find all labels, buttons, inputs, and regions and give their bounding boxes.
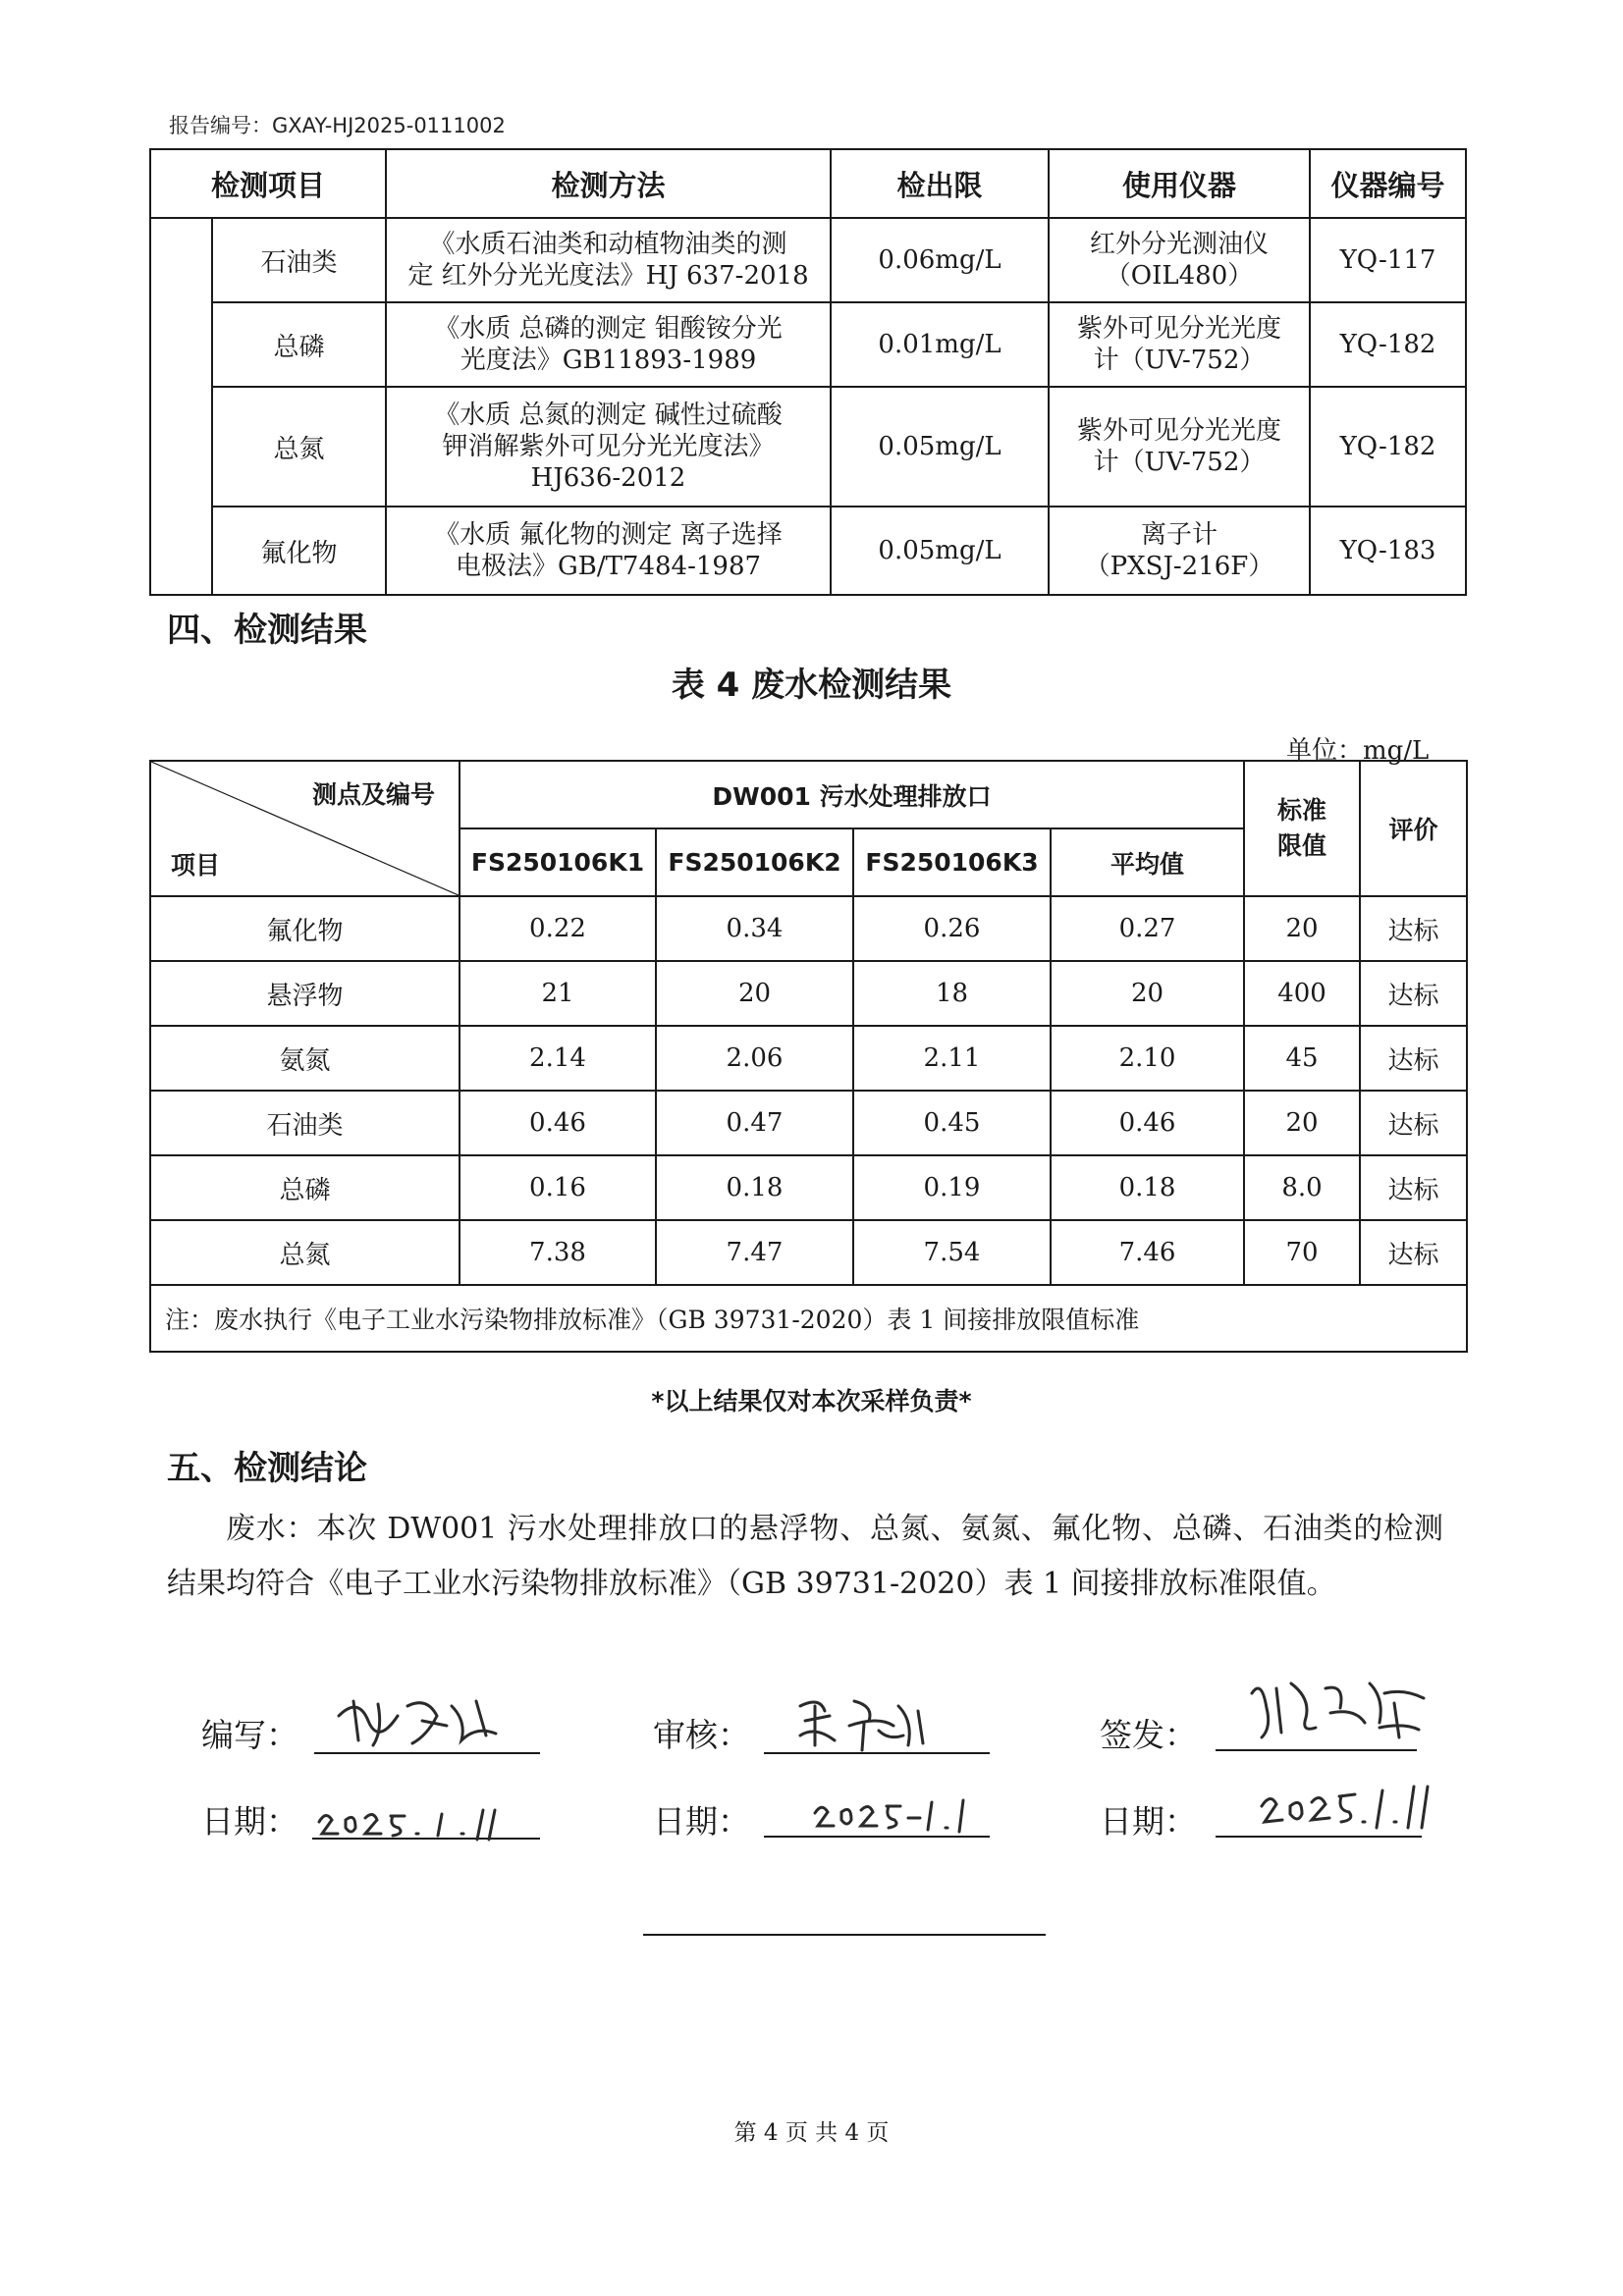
instrument: 离子计 （PXSJ-216F） [1049,507,1310,595]
result-limit: 20 [1244,896,1360,961]
detection-limit: 0.05mg/L [831,507,1049,595]
prepared-date-label: 日期： [201,1802,298,1841]
method-item: 总磷 [212,302,386,387]
result-value: 21 [460,961,656,1026]
result-limit: 400 [1244,961,1360,1026]
result-average: 0.18 [1051,1155,1244,1220]
prepared-label: 编写： [201,1716,298,1754]
approved-date-handwriting [1257,1779,1443,1838]
results-header-row [150,761,1467,828]
instrument-no: YQ-183 [1310,507,1466,595]
approved-label: 签发： [1100,1716,1197,1754]
result-limit: 20 [1244,1091,1360,1155]
result-average: 2.10 [1051,1026,1244,1091]
method-text: 《水质 总氮的测定 碱性过硫酸 钾消解紫外可见分光光度法》 HJ636-2012 [386,387,831,507]
result-item: 石油类 [150,1091,460,1155]
col-header-limit: 检出限 [831,149,1049,218]
result-limit: 45 [1244,1026,1360,1091]
result-average: 0.27 [1051,896,1244,961]
reviewed-date-handwriting [810,1789,987,1838]
sample-header: FS250106K2 [656,828,853,896]
result-value: 2.14 [460,1026,656,1091]
result-value: 0.45 [853,1091,1051,1155]
col-header-item: 检测项目 [150,149,386,218]
table-row [150,961,1467,1026]
detection-limit: 0.05mg/L [831,387,1049,507]
instrument: 紫外可见分光光度 计（UV-752） [1049,302,1310,387]
diagonal-header-cell [150,761,460,896]
page-number: 第 4 页 共 4 页 [733,2120,890,2146]
reviewed-date-label: 日期： [653,1802,750,1841]
result-evaluation: 达标 [1360,896,1467,961]
result-average: 7.46 [1051,1220,1244,1285]
prepared-date-handwriting [314,1792,511,1842]
sampling-point-header: DW001 污水处理排放口 [460,761,1244,828]
table4-title: 表 4 废水检测结果 [671,666,952,705]
corner-bottom-label: 项目 [171,851,221,880]
result-item: 氨氮 [150,1026,460,1091]
methods-header-row [150,149,1466,218]
result-average: 20 [1051,961,1244,1026]
methods-row [150,218,1466,302]
col-header-method: 检测方法 [386,149,831,218]
method-text: 《水质 氟化物的测定 离子选择 电极法》GB/T7484-1987 [386,507,831,595]
instrument-no: YQ-182 [1310,302,1466,387]
result-value: 0.34 [656,896,853,961]
approved-signature [1237,1669,1434,1747]
section5-heading: 五、检测结论 [167,1449,367,1488]
table-row [150,896,1467,961]
result-value: 2.06 [656,1026,853,1091]
sample-header: FS250106K3 [853,828,1051,896]
unit-label: 单位：mg/L [1286,736,1430,766]
std-limit-header: 标准 限值 [1244,761,1360,896]
reviewed-signature [785,1686,952,1755]
table-row [150,1026,1467,1091]
result-value: 0.19 [853,1155,1051,1220]
result-value: 0.46 [460,1091,656,1155]
method-item: 石油类 [212,218,386,302]
result-value: 2.11 [853,1026,1051,1091]
sample-header: FS250106K1 [460,828,656,896]
result-evaluation: 达标 [1360,961,1467,1026]
section4-heading: 四、检测结果 [167,611,367,650]
result-item: 悬浮物 [150,961,460,1026]
approved-signature-line [1216,1749,1417,1751]
evaluation-header: 评价 [1360,761,1467,896]
result-value: 20 [656,961,853,1026]
method-item: 氟化物 [212,507,386,595]
table-row [150,1155,1467,1220]
corner-top-label: 测点及编号 [311,780,435,809]
result-item: 氟化物 [150,896,460,961]
result-limit: 8.0 [1244,1155,1360,1220]
category-cell [150,218,212,595]
conclusion-text: 废水：本次 DW001 污水处理排放口的悬浮物、总氮、氨氮、氟化物、总磷、石油类的检测结果均符合《电子工业水污染物排放标准》（GB 39731-2020）表 1 间接排放标准限值。 [167,1512,1443,1601]
method-text: 《水质 总磷的测定 钼酸铵分光 光度法》GB11893-1989 [386,302,831,387]
result-value: 0.47 [656,1091,853,1155]
methods-row [150,387,1466,507]
result-value: 7.38 [460,1220,656,1285]
result-value: 0.22 [460,896,656,961]
note-row [150,1285,1467,1352]
col-header-instrument-no: 仪器编号 [1310,149,1466,218]
average-header: 平均值 [1051,828,1244,896]
bottom-rule [643,1934,1046,1936]
disclaimer: *以上结果仅对本次采样负责* [651,1387,972,1415]
result-value: 0.26 [853,896,1051,961]
methods-table [149,148,1467,596]
instrument-no: YQ-182 [1310,387,1466,507]
result-evaluation: 达标 [1360,1026,1467,1091]
results-table [149,760,1468,1353]
methods-row [150,507,1466,595]
result-value: 7.54 [853,1220,1051,1285]
result-value: 0.16 [460,1155,656,1220]
table-row [150,1091,1467,1155]
prepared-signature [329,1686,515,1755]
result-evaluation: 达标 [1360,1091,1467,1155]
approved-date-label: 日期： [1100,1802,1197,1841]
detection-limit: 0.01mg/L [831,302,1049,387]
table-note: 注：废水执行《电子工业水污染物排放标准》（GB 39731-2020）表 1 间接排放限值标准 [150,1285,1467,1352]
instrument-no: YQ-117 [1310,218,1466,302]
report-number: 报告编号：GXAY-HJ2025-0111002 [169,114,506,137]
result-value: 7.47 [656,1220,853,1285]
method-item: 总氮 [212,387,386,507]
col-header-instrument: 使用仪器 [1049,149,1310,218]
method-text: 《水质石油类和动植物油类的测 定 红外分光光度法》HJ 637-2018 [386,218,831,302]
result-average: 0.46 [1051,1091,1244,1155]
result-item: 总氮 [150,1220,460,1285]
result-evaluation: 达标 [1360,1220,1467,1285]
result-value: 0.18 [656,1155,853,1220]
reviewed-label: 审核： [653,1716,750,1754]
instrument: 紫外可见分光光度 计（UV-752） [1049,387,1310,507]
result-limit: 70 [1244,1220,1360,1285]
result-value: 18 [853,961,1051,1026]
result-item: 总磷 [150,1155,460,1220]
instrument: 红外分光测油仪 （OIL480） [1049,218,1310,302]
detection-limit: 0.06mg/L [831,218,1049,302]
methods-row [150,302,1466,387]
table-row [150,1220,1467,1285]
result-evaluation: 达标 [1360,1155,1467,1220]
